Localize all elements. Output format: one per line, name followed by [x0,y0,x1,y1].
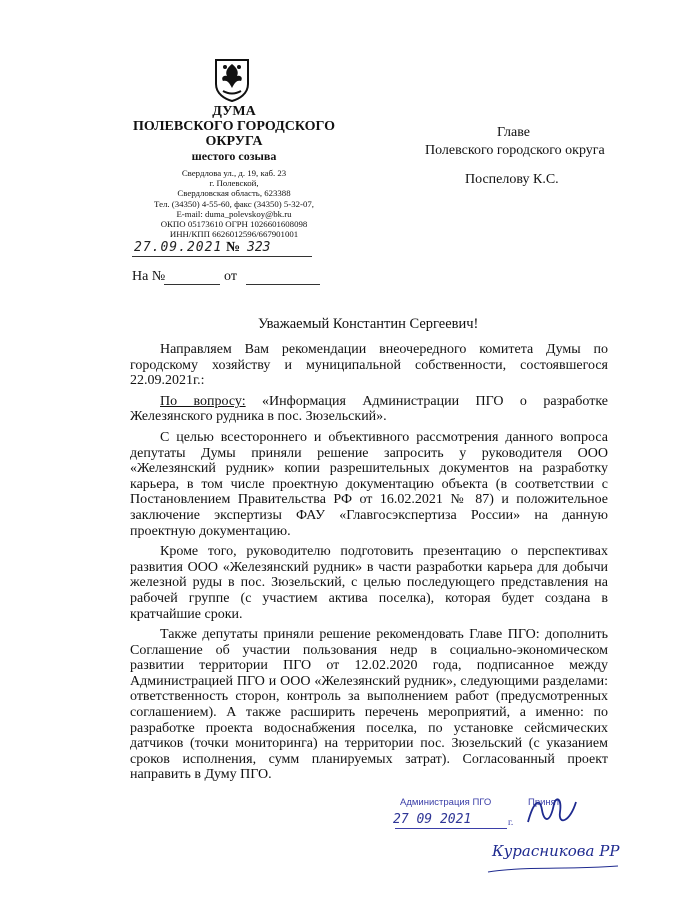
number-sign: № [226,240,241,255]
stamp-underline [395,828,507,829]
addressee-line-2: Полевского городского округа [425,143,605,158]
paragraph-5: Также депутаты приняли решение рекомендовать Главе ПГО: дополнить Соглашение об участии пользования недр в социально-экономическом развитии территории ПГО от 12.02.2020 года, подписанное между Администрацией ПГО и ООО «Железянский рудник», следующими разделами: ответственность сторон, контроль за выполнением работ (предусмотренных соглашением). А также расширить перечень мероприятий, а именно: по разработке проекта водоснабжения поселка, по установке сейсмических датчиков (точки мониторинга) на территории пос. Зюзельский (с указанием сроков исполнения, сумм планируемых затрат). Согласованный проект направить в Думу ПГО. [130,627,608,783]
stamp-date: 27 09 2021 [393,812,472,827]
outgoing-date: 27.09.2021 [134,240,223,255]
outgoing-number: 323 [247,240,271,255]
coat-of-arms-icon [213,58,251,102]
stamp-label: Администрация ПГО [400,797,492,808]
outgoing-underline [132,256,312,257]
org-line-3: ОКРУГА [205,134,263,149]
paragraph-4: Кроме того, руководителю подготовить презентацию о перспективах развития ООО «Железянский рудник» в части разработки карьера для добычи железной руды в пос. Зюзельский, с целью последующего представления на рабочей группе (с участием актива поселка), которая будет создана в кратчайшие сроки. [130,544,608,622]
address-line: ОКПО 05173610 ОГРН 1026601608098 [160,219,308,230]
paragraph-2-label: По вопросу: [160,393,246,409]
reference-number-blank [164,284,220,285]
paragraph-1: Направляем Вам рекомендации внеочередного комитета Думы по городскому хозяйству и муниципальной собственности, состоявшегося 22.09.2021г.: [130,342,608,389]
letter-body [130,342,608,788]
paragraph-3: С целью всестороннего и объективного рассмотрения данного вопроса депутаты Думы приняли решение запросить у руководителя ООО «Железянский рудник» копии разрешительных документов на разработку карьера, в том числе проектную документацию объекта (в соответствии с Постановлением Правительства РФ от 16.02.2021 № 87) и положительное заключение экспертизы ФАУ «Главгосэкспертиза России» на данную проектную документацию. [130,429,608,539]
org-line-2: ПОЛЕВСКОГО ГОРОДСКОГО [133,119,335,134]
addressee-line-3: Поспелову К.С. [465,172,559,187]
org-name [120,104,348,149]
stamp-label-received: Принят [528,797,561,808]
address-line: Тел. (34350) 4-55-60, факс (34350) 5-32-07, [154,198,314,209]
address-line: E-mail: duma_polevskoy@bk.ru [176,208,292,219]
handwritten-name: Курасникова РР [492,842,620,860]
address-line: Свердлова ул., д. 19, каб. 23 [181,168,287,178]
address-block [120,168,348,239]
address-line: г. Полевской, [209,178,259,189]
stamp-year-suffix: г. [508,818,514,828]
paragraph-2-text: «Информация Администрации ПГО о разработке Железянского рудника в пос. Зюзельский». [130,393,608,425]
address-line: Свердловская область, 623388 [177,188,291,199]
addressee-line-1: Главе [497,125,530,140]
signature-icon [520,792,580,832]
paragraph-2 [130,394,608,425]
reference-prefix: На № [132,269,166,284]
convocation: шестого созыва [191,149,277,163]
reference-from-label: от [224,269,237,284]
reference-date-blank [246,284,320,285]
greeting: Уважаемый Константин Сергеевич! [258,316,479,332]
address-line: ИНН/КПП 6626012596/667901001 [169,229,299,240]
org-line-1: ДУМА [212,104,256,119]
